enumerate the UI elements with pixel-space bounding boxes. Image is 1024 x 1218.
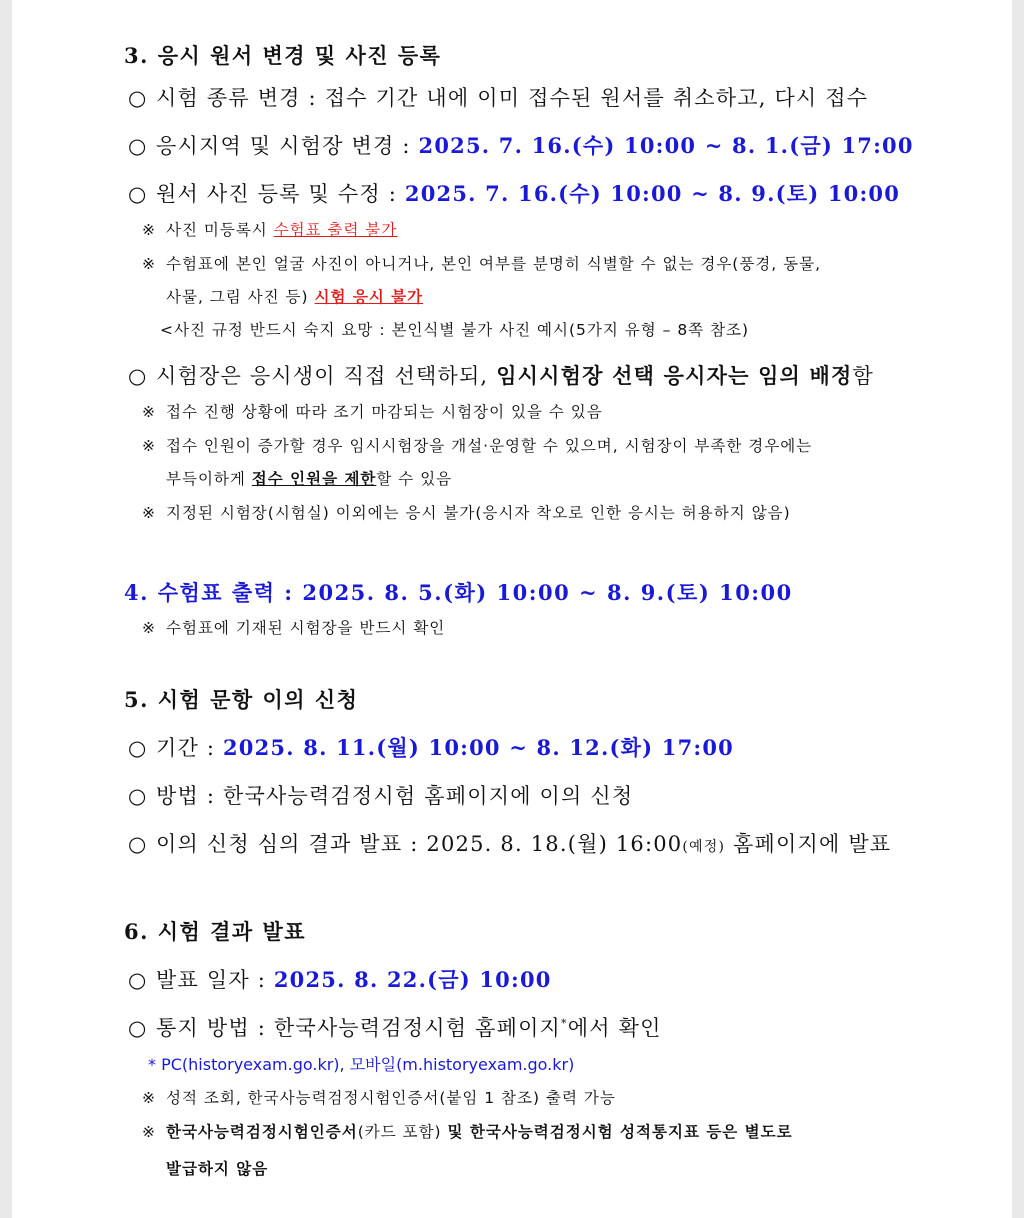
bullet-venue-selection: ○ 시험장은 응시생이 직접 선택하되, 임시시험장 선택 응시자는 임의 배정함	[128, 363, 875, 388]
section-4-heading: 4. 수험표 출력 : 2025. 8. 5.(화) 10:00 ~ 8. 9.(토) 10:00	[124, 580, 793, 605]
photo-register-period: 2025. 7. 16.(수) 10:00 ~ 8. 9.(토) 10:00	[404, 181, 901, 206]
document-page	[12, 0, 1012, 1218]
circle-bullet-icon: ○	[128, 182, 148, 206]
objection-period-dates: 2025. 8. 11.(월) 10:00 ~ 8. 12.(화) 17:00	[223, 735, 734, 760]
bullet-objection-method: ○ 방법 : 한국사능력검정시험 홈페이지에 이의 신청	[128, 784, 634, 808]
circle-bullet-icon: ○	[128, 364, 148, 388]
note-designated-venue: ※ 지정된 시험장(시험실) 이외에는 응시 불가(응시자 착오로 인한 응시는 허용하지 않음)	[142, 504, 791, 522]
note-photo-unregistered: ※ 사진 미등록시 수험표 출력 불가	[142, 221, 398, 239]
note-check-venue: ※ 수험표에 기재된 시험장을 반드시 확인	[142, 619, 446, 637]
note-photo-invalid-line2: 사물, 그림 사진 등) 시험 응시 불가	[166, 288, 424, 306]
note-early-close: ※ 접수 진행 상황에 따라 조기 마감되는 시험장이 있을 수 있음	[142, 403, 603, 421]
region-change-period: 2025. 7. 16.(수) 10:00 ~ 8. 1.(금) 17:00	[418, 133, 914, 158]
bullet-objection-period: ○ 기간 : 2025. 8. 11.(월) 10:00 ~ 8. 12.(화) 17:00	[128, 735, 734, 760]
circle-bullet-icon: ○	[128, 736, 148, 760]
reference-mark-icon: ※	[142, 504, 156, 522]
note-temp-venue-line2: 부득이하게 접수 인원을 제한할 수 있음	[166, 470, 453, 488]
circle-bullet-icon: ○	[128, 1016, 148, 1040]
bullet-notification-method: ○ 통지 방법 : 한국사능력검정시험 홈페이지*에서 확인	[128, 1016, 662, 1040]
reference-mark-icon: ※	[142, 221, 156, 239]
result-date: 2025. 8. 22.(금) 10:00	[273, 967, 552, 992]
note-certificate-line2: 발급하지 않음	[166, 1160, 269, 1178]
note-photo-invalid-line1: ※ 수험표에 본인 얼굴 사진이 아니거나, 본인 여부를 분명히 식별할 수 없는 경우(풍경, 동물,	[142, 255, 822, 273]
note-photo-rules: <사진 규정 반드시 숙지 요망 : 본인식별 불가 사진 예시(5가지 유형 – 8쪽 참조)	[160, 321, 750, 339]
bullet-region-change: ○ 응시지역 및 시험장 변경 : 2025. 7. 16.(수) 10:00 ~ 8. 1.(금) 17:00	[128, 133, 914, 158]
section-3-heading: 3. 응시 원서 변경 및 사진 등록	[124, 43, 442, 68]
reference-mark-icon: ※	[142, 255, 156, 273]
circle-bullet-icon: ○	[128, 968, 148, 992]
note-temp-venue-line1: ※ 접수 인원이 증가할 경우 임시시험장을 개설·운영할 수 있으며, 시험장이 부족한 경우에는	[142, 437, 813, 455]
circle-bullet-icon: ○	[128, 134, 148, 158]
bullet-exam-type-change: ○ 시험 종류 변경 : 접수 기간 내에 이미 접수된 원서를 취소하고, 다시 접수	[128, 86, 869, 110]
reference-mark-icon: ※	[142, 619, 156, 637]
homepage-links[interactable]: * PC(historyexam.go.kr), 모바일(m.historyexam.go.kr)	[148, 1055, 575, 1074]
bullet-photo-register: ○ 원서 사진 등록 및 수정 : 2025. 7. 16.(수) 10:00 ~ 8. 9.(토) 10:00	[128, 181, 901, 206]
limit-applicants: 접수 인원을 제한	[251, 470, 377, 488]
temporary-venue-assignment: 임시시험장 선택 응시자는 임의 배정	[496, 363, 853, 388]
ticket-print-unavailable: 수험표 출력 불가	[273, 221, 398, 239]
note-certificate-line1: ※ 한국사능력검정시험인증서(카드 포함) 및 한국사능력검정시험 성적통지표 등은 별도로	[142, 1123, 793, 1141]
exam-not-allowed: 시험 응시 불가	[314, 288, 424, 306]
reference-mark-icon: ※	[142, 403, 156, 421]
reference-mark-icon: ※	[142, 1089, 156, 1107]
bullet-objection-result: ○ 이의 신청 심의 결과 발표 : 2025. 8. 18.(월) 16:00(예정) 홈페이지에 발표	[128, 832, 892, 856]
reference-mark-icon: ※	[142, 437, 156, 455]
note-score-lookup: ※ 성적 조회, 한국사능력검정시험인증서(붙임 1 참조) 출력 가능	[142, 1089, 616, 1107]
circle-bullet-icon: ○	[128, 784, 148, 808]
circle-bullet-icon: ○	[128, 86, 148, 110]
section-6-heading: 6. 시험 결과 발표	[124, 919, 307, 944]
reference-mark-icon: ※	[142, 1123, 156, 1141]
circle-bullet-icon: ○	[128, 832, 148, 856]
section-5-heading: 5. 시험 문항 이의 신청	[124, 687, 359, 712]
bullet-result-date: ○ 발표 일자 : 2025. 8. 22.(금) 10:00	[128, 967, 552, 992]
